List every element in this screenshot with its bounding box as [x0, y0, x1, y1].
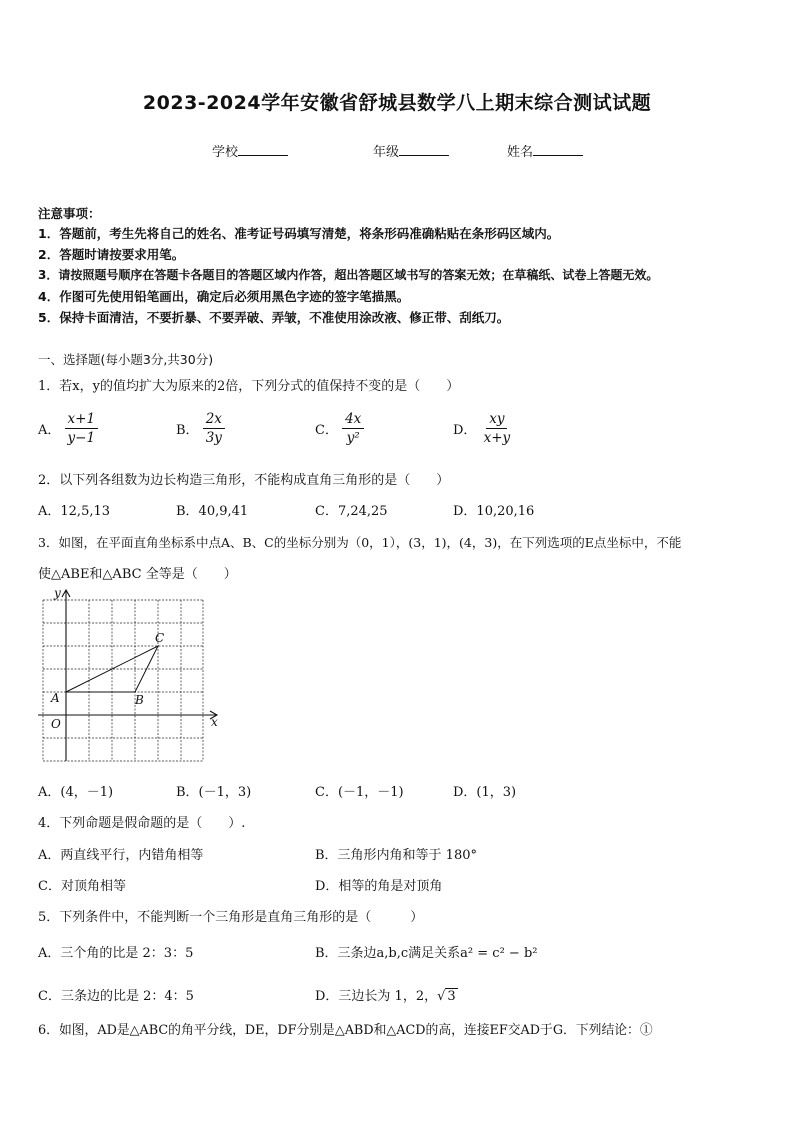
option-label: C． — [315, 423, 338, 438]
name-label: 姓名 — [507, 145, 534, 160]
option-label: A． — [38, 423, 61, 438]
point-a-label: A — [51, 691, 60, 705]
grade-label: 年级 — [373, 145, 400, 160]
option-label: D． — [453, 423, 477, 438]
q2-option-a: A．12,5,13 — [38, 504, 111, 519]
q4-option-c: C．对顶角相等 — [38, 879, 126, 894]
q5-option-d — [315, 985, 458, 1004]
exam-title: 2023-2024学年安徽省舒城县数学八上期末综合测试试题 — [142, 92, 652, 114]
fraction: $\frac{2x}{3y}$ — [203, 410, 225, 447]
question-1-stem: 1．若x，y的值均扩大为原来的2倍，下列分式的值保持不变的是（ ） — [38, 379, 460, 394]
q1-option-b — [176, 410, 225, 447]
x-axis-label: x — [211, 715, 218, 729]
coordinate-grid-figure — [34, 585, 224, 765]
question-3-stem-cont: 使△ABE和△ABC 全等是（ ） — [38, 567, 237, 582]
grade-blank — [399, 143, 449, 156]
name-field — [507, 141, 583, 160]
question-4-stem: 4．下列命题是假命题的是（ ）. — [38, 816, 246, 831]
q3-option-b: B．(－1，3) — [176, 785, 252, 800]
q4-option-d: D．相等的角是对顶角 — [315, 879, 443, 894]
q2-option-c: C．7,24,25 — [315, 504, 388, 519]
axes — [38, 590, 217, 761]
y-axis-label: y — [54, 586, 61, 600]
q5-option-a: A．三个角的比是 2：3：5 — [38, 946, 194, 961]
q3-option-d: D．(1，3) — [453, 785, 517, 800]
q3-option-c: C．(－1，－1) — [315, 785, 404, 800]
name-blank — [533, 143, 583, 156]
point-b-label: B — [135, 693, 144, 707]
notice-item: 5．保持卡面清洁，不要折暴、不要弄破、弄皱，不准使用涂改液、修正带、刮纸刀。 — [38, 310, 510, 325]
q3-option-a: A．(4，－1) — [38, 785, 114, 800]
fraction: $\frac{4x}{\text{y²}}$ — [342, 410, 364, 447]
q1-option-d — [453, 410, 513, 447]
school-blank — [238, 143, 288, 156]
grid-lines — [43, 600, 203, 761]
q5-option-c: C．三条边的比是 2：4：5 — [38, 989, 194, 1004]
point-c-label: C — [155, 631, 165, 645]
school-field — [212, 141, 288, 160]
q5-option-b: B．三条边a,b,c满足关系a² = c² − b² — [315, 946, 538, 961]
question-6-stem: 6．如图，AD是△ABC的角平分线，DE，DF分别是△ABD和△ACD的高，连接EF交AD于G．下列结论：① — [38, 1023, 653, 1038]
q4-option-a: A．两直线平行，内错角相等 — [38, 848, 204, 863]
q4-option-b: B．三角形内角和等于 180° — [315, 848, 477, 863]
grade-field — [373, 141, 449, 160]
origin-label: O — [51, 717, 61, 731]
question-2-stem: 2．以下列各组数为边长构造三角形，不能构成直角三角形的是（ ） — [38, 473, 450, 488]
option-label: B． — [176, 423, 199, 438]
fraction: $\frac{xy}{x+y}$ — [483, 411, 511, 446]
q1-option-c — [315, 410, 364, 447]
section-heading: 一、选择题(每小题3分,共30分) — [38, 352, 214, 367]
q2-option-b: B．40,9,41 — [176, 504, 249, 519]
q1-option-a — [38, 410, 98, 447]
q2-option-d: D．10,20,16 — [453, 504, 535, 519]
notice-header: 注意事项： — [38, 206, 101, 221]
option-text: D．三边长为 1，2， — [315, 989, 438, 1004]
notice-item: 2．答题时请按要求用笔。 — [38, 247, 185, 262]
notice-item: 3．请按照题号顺序在答题卡各题目的答题区域内作答，超出答题区域书写的答案无效；在草稿纸、试卷上答题无效。 — [38, 268, 659, 282]
fraction: $\frac{x+1}{y-1}$ — [65, 410, 99, 447]
question-3-stem: 3．如图，在平面直角坐标系中点A、B、C的坐标分别为（0，1），(3，1)，(4，3)，在下列选项的E点坐标中，不能 — [38, 535, 682, 550]
sqrt-value: √ 3 — [445, 988, 458, 1004]
notice-item: 1．答题前，考生先将自己的姓名、准考证号码填写清楚，将条形码准确粘贴在条形码区域内。 — [38, 226, 560, 241]
school-label: 学校 — [212, 145, 239, 160]
notice-item: 4．作图可先使用铅笔画出，确定后必须用黑色字迹的签字笔描黑。 — [38, 289, 410, 304]
question-5-stem: 5．下列条件中，不能判断一个三角形是直角三角形的是（ ） — [38, 910, 424, 925]
